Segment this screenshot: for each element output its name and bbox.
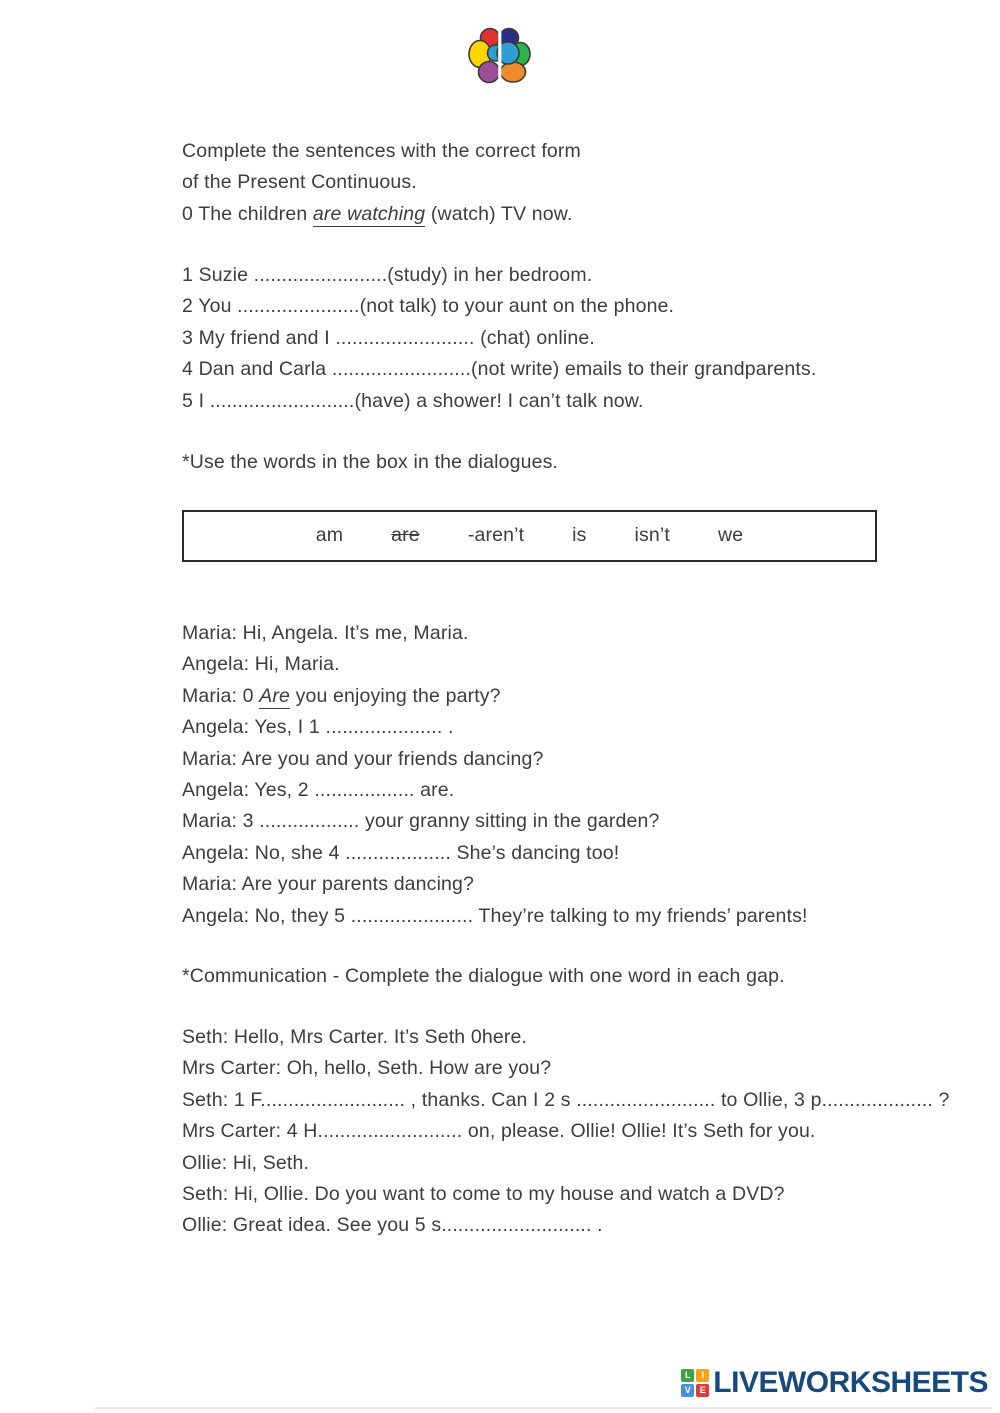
dialogue-line: Maria: Are you and your friends dancing? xyxy=(182,747,544,770)
exercise1-header xyxy=(182,136,942,230)
exercise1-instruction-line2: of the Present Continuous. xyxy=(182,171,417,194)
dialogue-line: Maria: 0 Are you enjoying the party? xyxy=(182,684,501,707)
dialogue-line: Seth: Hi, Ollie. Do you want to come to my house and watch a DVD? xyxy=(182,1183,785,1206)
dialogue-line: Mrs Carter: Oh, hello, Seth. How are you? xyxy=(182,1057,552,1080)
word-we: we xyxy=(717,524,744,547)
dialogue-line: Angela: Yes, I 1 ..................... . xyxy=(182,716,454,739)
word-isnt: isn’t xyxy=(634,524,670,547)
word-am: am xyxy=(315,524,344,547)
example-suffix: (watch) TV now. xyxy=(425,202,573,225)
liveworksheets-squares-icon xyxy=(681,1369,709,1397)
exercise1-instruction-line1: Complete the sentences with the correct form xyxy=(182,140,581,162)
logo-square-e: E xyxy=(696,1384,709,1397)
dialogue-line: Angela: No, they 5 ...................... They’re talking to my friends’ parents! xyxy=(182,904,808,927)
exercise-item: 4 Dan and Carla .........................(not write) emails to their grandparents. xyxy=(182,358,817,381)
dialogue-line: Ollie: Great idea. See you 5 s........................... . xyxy=(182,1214,603,1237)
dialogue-line: Angela: Yes, 2 .................. are. xyxy=(182,779,455,802)
exercise-item: 3 My friend and I ......................... (chat) online. xyxy=(182,326,595,349)
dialogue-line: Seth: 1 F.......................... , thanks. Can I 2 s ......................... to Ollie, 3 p.................... ? xyxy=(182,1088,950,1111)
liveworksheets-brand-text: LIVEWORKSHEETS xyxy=(713,1366,988,1399)
word-is: is xyxy=(572,524,587,547)
dialogue-line: Maria: 3 .................. your granny sitting in the garden? xyxy=(182,810,660,833)
dialogue-maria-angela xyxy=(182,618,962,932)
dialogue-line: Angela: Hi, Maria. xyxy=(182,653,340,676)
word-arent: -aren’t xyxy=(467,524,525,547)
example-prefix: 0 The children xyxy=(182,202,313,225)
word-are-struck: are xyxy=(391,524,420,547)
liveworksheets-logo[interactable] xyxy=(681,1368,988,1398)
logo-square-v: V xyxy=(681,1384,694,1397)
word-box xyxy=(182,510,877,562)
brain-hemisphere-gap xyxy=(498,26,501,86)
dialogue-line: Angela: No, she 4 ................... She’s dancing too! xyxy=(182,841,620,864)
brain-logo xyxy=(468,25,532,87)
dialogue-example-answer: Are xyxy=(259,684,291,707)
logo-square-l: L xyxy=(681,1369,694,1382)
exercise-item: 5 I ..........................(have) a shower! I can’t talk now. xyxy=(182,389,644,412)
dialogue-seth-ollie xyxy=(182,1022,972,1242)
dialogue-line: Seth: Hello, Mrs Carter. It’s Seth 0here. xyxy=(182,1026,528,1048)
dialogue-line: Ollie: Hi, Seth. xyxy=(182,1151,310,1174)
page-bottom-rule xyxy=(95,1407,992,1410)
exercise1-items xyxy=(182,260,962,417)
exercise-item: 2 You ......................(not talk) to your aunt on the phone. xyxy=(182,295,675,318)
dialogue-line: Mrs Carter: 4 H.......................... on, please. Ollie! Ollie! It’s Seth for you. xyxy=(182,1120,816,1143)
exercise1-example xyxy=(182,199,942,230)
communication-instruction: *Communication - Complete the dialogue with one word in each gap. xyxy=(182,965,785,987)
example-answer: are watching xyxy=(312,202,426,225)
dialogue-line: Maria: Are your parents dancing? xyxy=(182,873,475,896)
wordbox-instruction: *Use the words in the box in the dialogues. xyxy=(182,451,559,473)
dialogue-line: Maria: Hi, Angela. It’s me, Maria. xyxy=(182,622,469,644)
logo-square-i: I xyxy=(696,1369,709,1382)
exercise-item: 1 Suzie ........................(study) in her bedroom. xyxy=(182,264,593,286)
